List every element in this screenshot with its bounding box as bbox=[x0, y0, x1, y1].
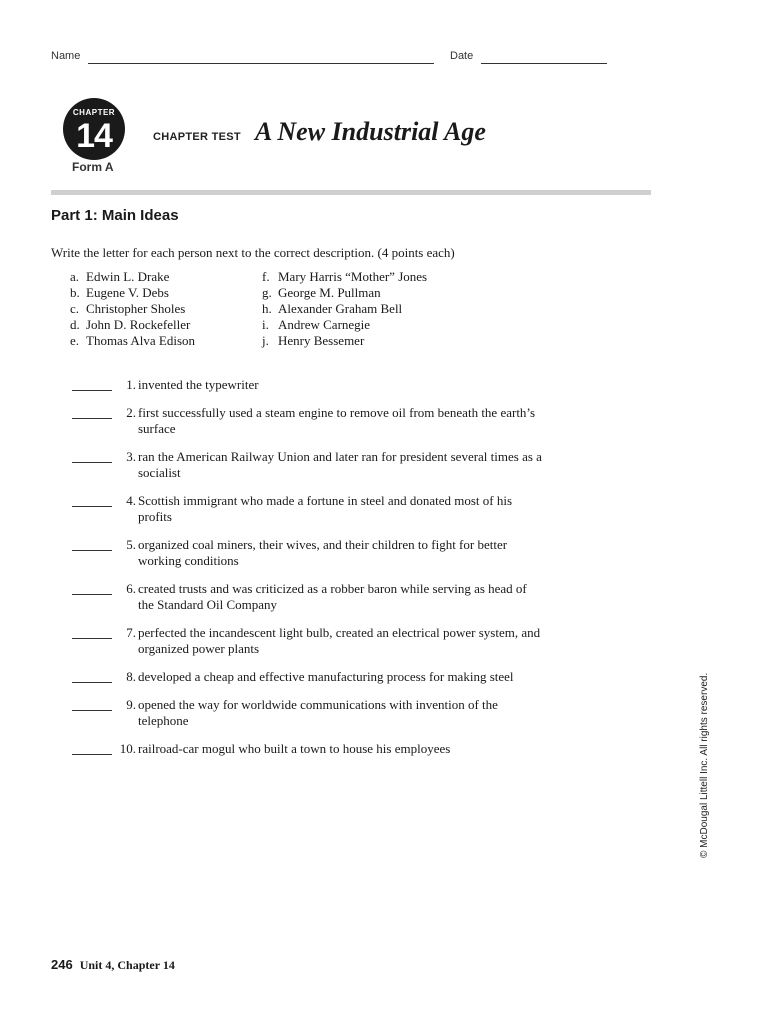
question-number: 8. bbox=[126, 669, 136, 684]
question-number: 2. bbox=[126, 405, 136, 420]
name-item: d. John D. Rockefeller bbox=[70, 317, 191, 332]
question-text: Scottish immigrant who made a fortune in steel and donated most of his profits bbox=[138, 493, 513, 524]
question-number: 1. bbox=[126, 377, 136, 392]
answer-blank[interactable] bbox=[72, 581, 112, 595]
question-number: 4. bbox=[126, 493, 136, 508]
name-item: a. Edwin L. Drake bbox=[70, 269, 170, 284]
question-text: invented the typewriter bbox=[138, 377, 259, 392]
page-number: 246 bbox=[51, 957, 73, 972]
answer-blank[interactable] bbox=[72, 697, 112, 711]
question-item bbox=[72, 581, 542, 613]
names-list-right bbox=[262, 269, 427, 349]
question-text: created trusts and was criticized as a robber baron while serving as head of the Standard Oil Company bbox=[138, 581, 527, 612]
question-text: developed a cheap and effective manufacturing process for making steel bbox=[138, 669, 514, 684]
answer-blank[interactable] bbox=[72, 669, 112, 683]
form-label: Form A bbox=[72, 160, 114, 174]
question-number: 5. bbox=[126, 537, 136, 552]
question-item bbox=[72, 537, 542, 569]
date-field[interactable] bbox=[481, 63, 607, 64]
name-item: e. Thomas Alva Edison bbox=[70, 333, 196, 348]
question-number: 10. bbox=[119, 741, 136, 756]
question-item bbox=[72, 625, 542, 657]
name-item: i. Andrew Carnegie bbox=[262, 317, 371, 332]
question-item bbox=[72, 669, 542, 685]
date-label: Date bbox=[450, 50, 474, 62]
answer-blank[interactable] bbox=[72, 493, 112, 507]
question-number: 3. bbox=[126, 449, 136, 464]
name-item: c. Christopher Sholes bbox=[70, 301, 186, 316]
name-item: b. Eugene V. Debs bbox=[70, 285, 169, 300]
question-number: 6. bbox=[126, 581, 136, 596]
name-item: f. Mary Harris “Mother” Jones bbox=[262, 269, 428, 284]
answer-blank[interactable] bbox=[72, 377, 112, 391]
answer-blank[interactable] bbox=[72, 625, 112, 639]
name-item: h. Alexander Graham Bell bbox=[262, 301, 403, 316]
answer-blank[interactable] bbox=[72, 537, 112, 551]
name-label: Name bbox=[51, 50, 81, 62]
question-number: 9. bbox=[126, 697, 136, 712]
divider-rule bbox=[51, 190, 651, 195]
question-item bbox=[72, 741, 542, 757]
footer-text: Unit 4, Chapter 14 bbox=[79, 958, 175, 972]
question-text: organized coal miners, their wives, and their children to fight for better working conditions bbox=[138, 537, 508, 568]
question-text: ran the American Railway Union and later ran for president several times as a socialist bbox=[138, 449, 542, 480]
question-text: perfected the incandescent light bulb, created an electrical power system, and organized power plants bbox=[138, 625, 541, 656]
question-item bbox=[72, 377, 542, 393]
page-footer bbox=[51, 957, 175, 973]
name-item: j. Henry Bessemer bbox=[262, 333, 365, 348]
copyright-notice: © McDougal Littell Inc. All rights reserved. bbox=[699, 672, 710, 858]
instructions: Write the letter for each person next to the correct description. (4 points each) bbox=[51, 245, 455, 260]
question-text: opened the way for worldwide communications with invention of the telephone bbox=[138, 697, 498, 728]
names-list-left bbox=[70, 269, 195, 349]
part-heading: Part 1: Main Ideas bbox=[51, 207, 179, 224]
question-item bbox=[72, 493, 542, 525]
question-list bbox=[72, 377, 542, 769]
page-title: A New Industrial Age bbox=[255, 117, 486, 146]
answer-blank[interactable] bbox=[72, 449, 112, 463]
answer-blank[interactable] bbox=[72, 741, 112, 755]
name-field[interactable] bbox=[88, 63, 434, 64]
question-number: 7. bbox=[126, 625, 136, 640]
question-text: railroad-car mogul who built a town to house his employees bbox=[138, 741, 451, 756]
question-item bbox=[72, 405, 542, 437]
chapter-test-label: CHAPTER TEST bbox=[153, 131, 241, 143]
question-item bbox=[72, 697, 542, 729]
chapter-badge bbox=[63, 98, 125, 160]
chapter-label: CHAPTER bbox=[72, 108, 116, 117]
answer-blank[interactable] bbox=[72, 405, 112, 419]
question-item bbox=[72, 449, 542, 481]
question-text: first successfully used a steam engine to remove oil from beneath the earth’s surface bbox=[138, 405, 536, 436]
name-item: g. George M. Pullman bbox=[262, 285, 381, 300]
chapter-number: 14 bbox=[76, 117, 112, 155]
